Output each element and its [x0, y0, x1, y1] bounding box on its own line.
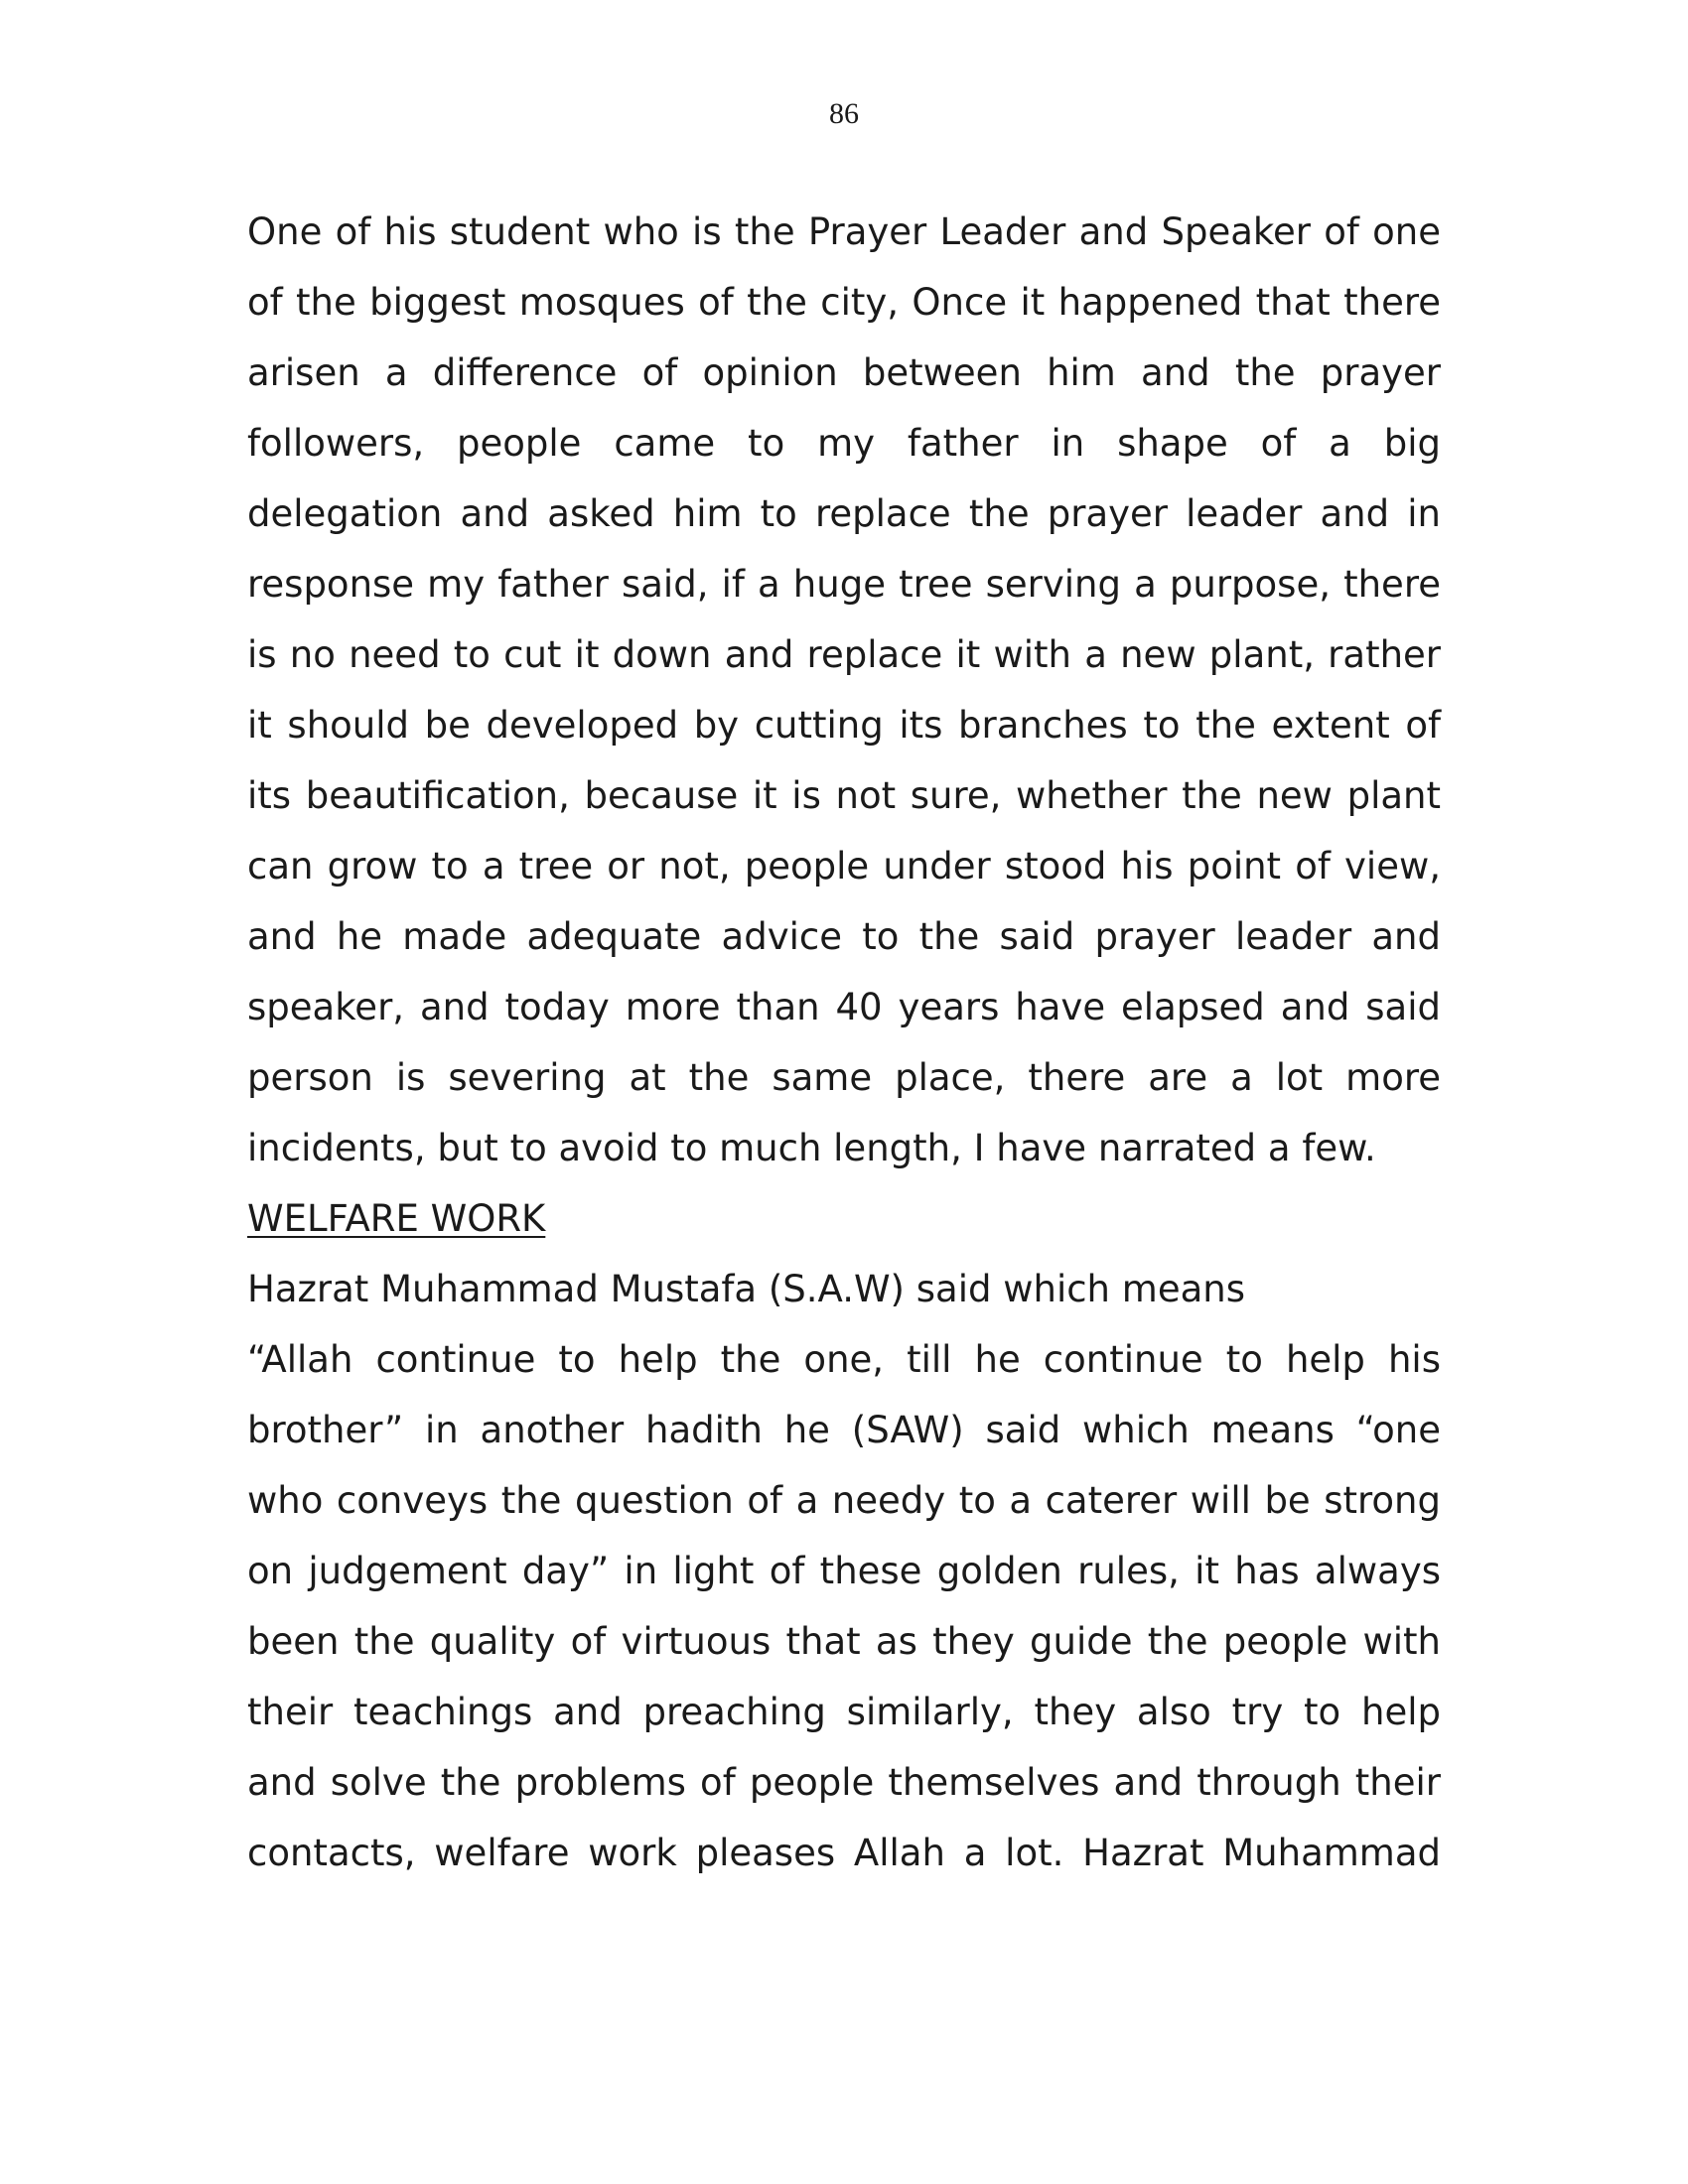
page-number: 86 [829, 97, 859, 130]
paragraph-welfare-work [247, 1324, 1441, 1888]
text-line: delegation and asked him to replace the prayer leader and in [247, 492, 1441, 535]
text-line: their teachings and preaching similarly, they also try to help [247, 1691, 1441, 1733]
text-line: brother” in another hadith he (SAW) said which means “one [247, 1409, 1441, 1451]
text-line: One of his student who is the Prayer Leader and Speaker of one [247, 210, 1441, 253]
text-line: is no need to cut it down and replace it with a new plant, rather [247, 633, 1441, 676]
text-line: incidents, but to avoid to much length, I have narrated a few. [247, 1127, 1376, 1169]
hadith-intro-line: Hazrat Muhammad Mustafa (S.A.W) said which means [247, 1268, 1245, 1310]
text-line: speaker, and today more than 40 years have elapsed and said [247, 986, 1441, 1028]
section-heading-welfare-work: WELFARE WORK [247, 1197, 546, 1240]
text-line: contacts, welfare work pleases Allah a lot. Hazrat Muhammad [247, 1832, 1441, 1874]
text-line: followers, people came to my father in shape of a big [247, 422, 1441, 465]
page-body [247, 197, 1441, 1888]
text-line: it should be developed by cutting its branches to the extent of [247, 704, 1441, 747]
text-line: arisen a difference of opinion between him and the prayer [247, 351, 1441, 394]
text-line: who conveys the question of a needy to a caterer will be strong [247, 1479, 1441, 1522]
text-line: and he made adequate advice to the said prayer leader and [247, 915, 1441, 958]
text-line: “Allah continue to help the one, till he continue to help his [247, 1338, 1441, 1381]
text-line: of the biggest mosques of the city, Once it happened that there [247, 281, 1441, 324]
text-line: and solve the problems of people themselves and through their [247, 1761, 1441, 1804]
text-line: response my father said, if a huge tree serving a purpose, there [247, 563, 1441, 606]
text-line: person is severing at the same place, there are a lot more [247, 1056, 1441, 1099]
text-line: been the quality of virtuous that as they guide the people with [247, 1620, 1441, 1663]
paragraph-student-story [247, 197, 1441, 1183]
text-line: its beautification, because it is not sure, whether the new plant [247, 774, 1441, 817]
text-line: can grow to a tree or not, people under stood his point of view, [247, 845, 1441, 887]
text-line: on judgement day” in light of these golden rules, it has always [247, 1550, 1441, 1592]
